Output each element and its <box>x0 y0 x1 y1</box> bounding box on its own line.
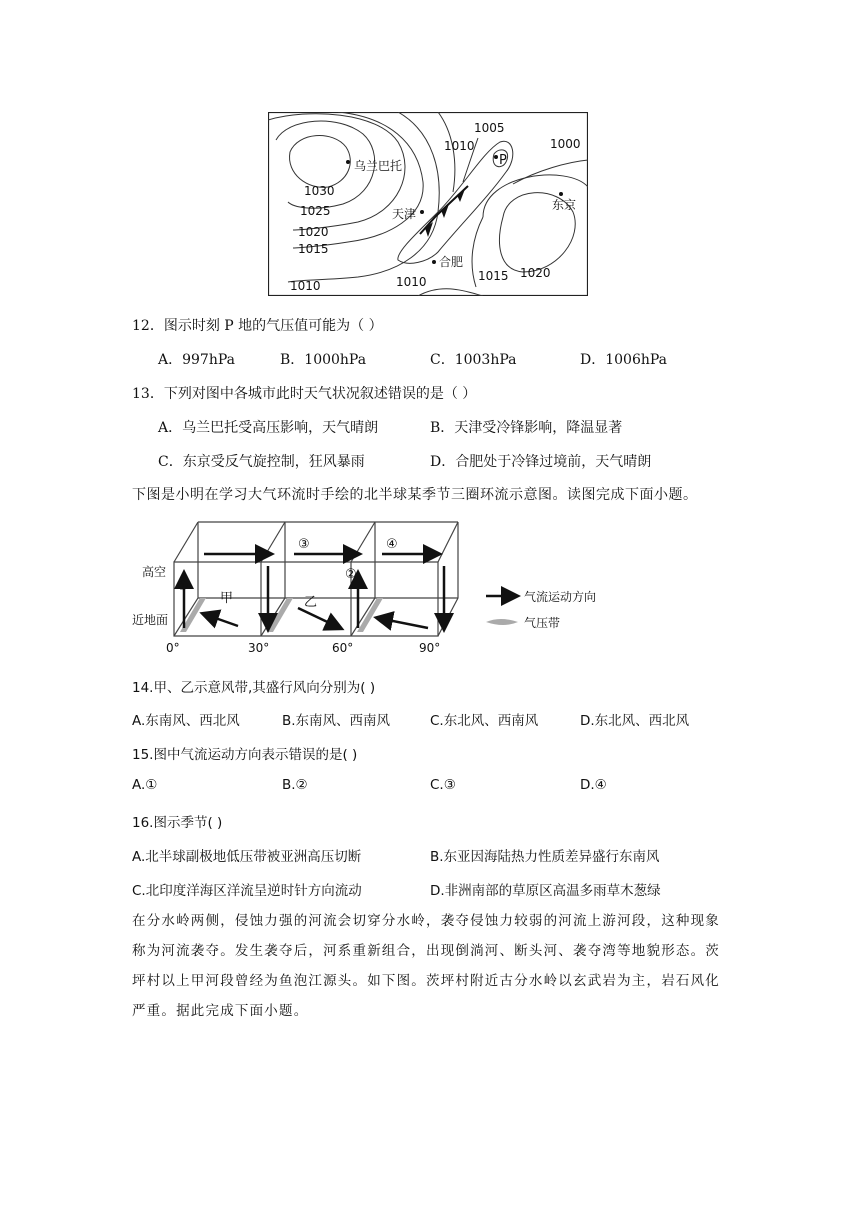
city-label-tokyo: 东京 <box>552 198 577 212</box>
option-13a: A．乌兰巴托受高压影响，天气晴朗 <box>158 420 379 436</box>
passage-line: 在分水岭两侧，侵蚀力强的河流会切穿分水岭，袭夺侵蚀力较弱的河流上游河段，这种现象 <box>132 913 720 929</box>
lat-label: 60° <box>332 641 354 655</box>
option-15c: C.③ <box>430 777 456 793</box>
city-label-tianjin: 天津 <box>392 207 417 221</box>
isobar-label: 1005 <box>474 121 505 135</box>
label-jia: 甲 <box>220 591 234 606</box>
isobar-label: 1010 <box>396 275 427 289</box>
lat-label: 90° <box>419 641 441 655</box>
circulation-diagram <box>128 518 618 658</box>
isobar-label: 1020 <box>298 225 329 239</box>
option-15d: D.④ <box>580 777 607 793</box>
passage-line: 称为河流袭夺。发生袭夺后，河系重新组合，出现倒淌河、断头河、袭夺湾等地貌形态。茨 <box>132 943 720 959</box>
isobar-map <box>268 112 588 296</box>
label-3: ③ <box>298 537 310 552</box>
option-12b: B．1000hPa <box>280 352 367 368</box>
question-13: 13．下列对图中各城市此时天气状况叙述错误的是（ ） <box>132 386 477 402</box>
label-4: ④ <box>386 537 398 552</box>
question-16: 16.图示季节( ) <box>132 815 223 831</box>
isobar-label: 1015 <box>298 242 329 256</box>
option-16d: D.非洲南部的草原区高温多雨草木葱绿 <box>430 883 661 899</box>
passage-line: 坪村以上甲河段曾经为鱼泡江源头。如下图。茨坪村附近古分水岭以玄武岩为主，岩石风化 <box>132 973 720 989</box>
question-14: 14.甲、乙示意风带,其盛行风向分别为( ) <box>132 680 376 696</box>
passage <box>132 906 742 1026</box>
isobar-label: 1030 <box>304 184 335 198</box>
legend-belt-label: 气压带 <box>524 616 561 630</box>
label-2: ② <box>345 567 357 582</box>
option-15a: A.① <box>132 777 158 793</box>
lat-label: 30° <box>248 641 270 655</box>
option-13c: C．东京受反气旋控制，狂风暴雨 <box>158 454 365 470</box>
label-1: ① <box>177 579 189 594</box>
isobar-label: 1000 <box>550 137 581 151</box>
point-label-p: P <box>499 153 507 168</box>
passage-line: 严重。据此完成下面小题。 <box>132 1003 309 1019</box>
option-16a: A.北半球副极地低压带被亚洲高压切断 <box>132 849 362 865</box>
option-13d: D．合肥处于冷锋过境前，天气晴朗 <box>430 454 652 470</box>
option-12d: D．1006hPa <box>580 352 668 368</box>
isobar-label: 1025 <box>300 204 331 218</box>
isobar-label: 1010 <box>290 279 321 293</box>
option-15b: B.② <box>282 777 308 793</box>
intro-circulation: 下图是小明在学习大气环流时手绘的北半球某季节三圈环流示意图。读图完成下面小题。 <box>132 487 698 503</box>
question-12: 12．图示时刻 P 地的气压值可能为（ ） <box>132 318 383 334</box>
label-high: 高空 <box>142 565 167 579</box>
option-13b: B．天津受冷锋影响，降温显著 <box>430 420 623 436</box>
option-14d: D.东北风、西北风 <box>580 713 690 729</box>
option-14c: C.东北风、西南风 <box>430 713 539 729</box>
option-12c: C．1003hPa <box>430 352 517 368</box>
lat-label: 0° <box>166 641 180 655</box>
option-16b: B.东亚因海陆热力性质差异盛行东南风 <box>430 849 660 865</box>
option-14b: B.东南风、西南风 <box>282 713 391 729</box>
option-16c: C.北印度洋海区洋流呈逆时针方向流动 <box>132 883 362 899</box>
isobar-label: 1010 <box>444 139 475 153</box>
label-yi: 乙 <box>304 595 318 610</box>
isobar-label: 1020 <box>520 266 551 280</box>
question-15: 15.图中气流运动方向表示错误的是( ) <box>132 747 358 763</box>
legend-flow-label: 气流运动方向 <box>524 590 597 604</box>
isobar-label: 1015 <box>478 269 509 283</box>
option-12a: A．997hPa <box>158 352 235 368</box>
legend-belt-swatch <box>486 619 518 625</box>
label-surface: 近地面 <box>132 613 169 627</box>
city-label-ulaanbaatar: 乌兰巴托 <box>354 159 403 173</box>
option-14a: A.东南风、西北风 <box>132 713 240 729</box>
city-label-hefei: 合肥 <box>439 255 464 269</box>
